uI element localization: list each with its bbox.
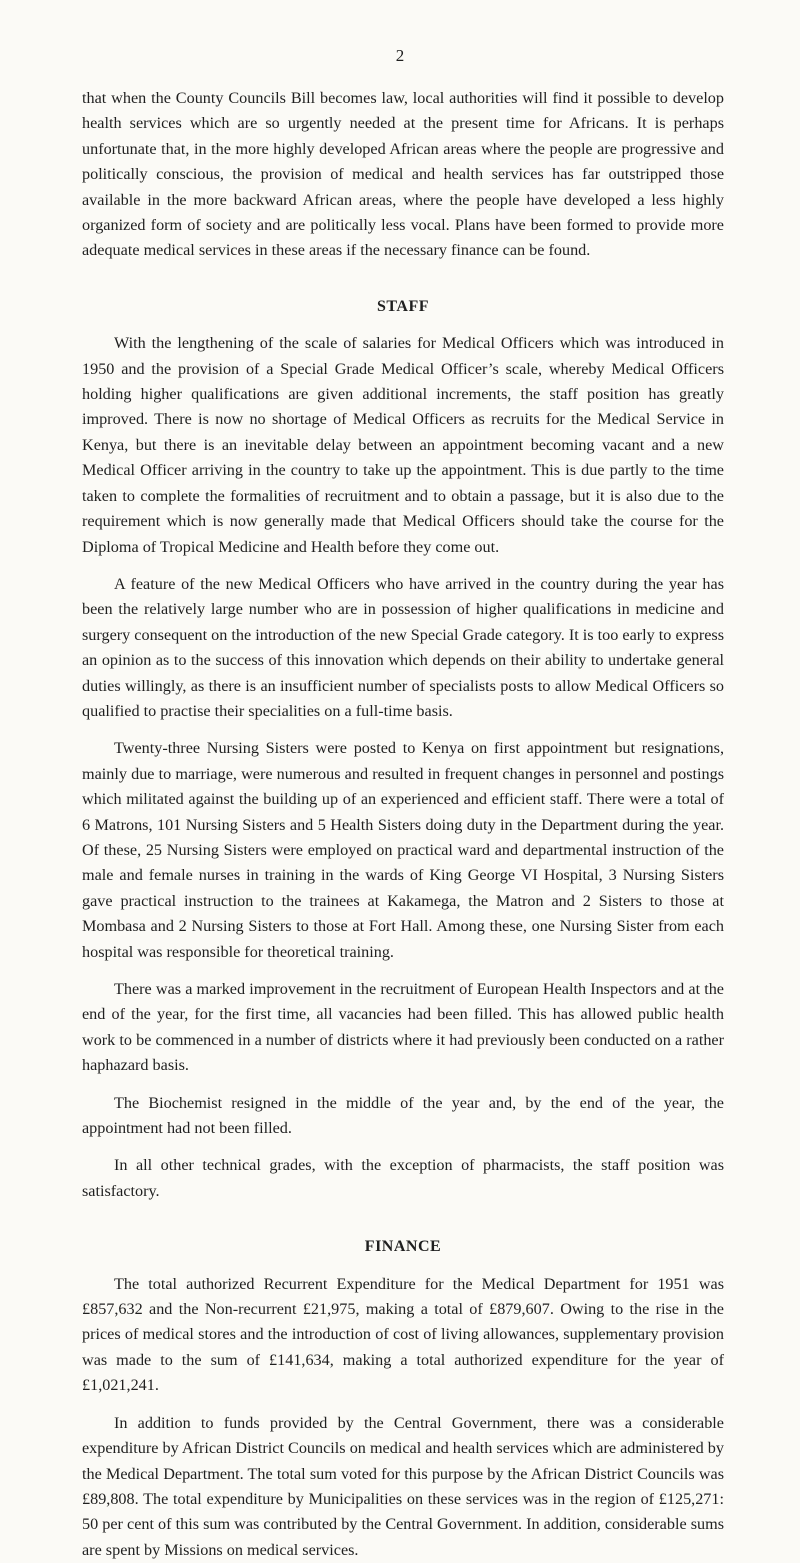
staff-paragraph: The Biochemist resigned in the middle of the year and, by the end of the year, the appointment had not been filled. (82, 1093, 724, 1138)
staff-paragraph: With the lengthening of the scale of salaries for Medical Officers which was introduced in 1950 and the provision of a Special Grade Medical Officer’s scale, whereby Medical Officers holding higher qualifications are given additional increments, the staff position has greatly improved. There is now no shortage of Medical Officers as recruits for the Medical Service in Kenya, but there is an inevitable delay between an appointment becoming vacant and a new Medical Officer arriving in the country to take up the appointment. This is due partly to the time taken to complete the formalities of recruitment and to obtain a passage, but it is also due to the requirement which is now generally made that Medical Officers should take the course for the Diploma of Tropical Medicine and Health before they come out. (82, 334, 724, 556)
staff-paragraph: A feature of the new Medical Officers who have arrived in the country during the year has been the relatively large number who are in possession of higher qualifications in medicine and surgery consequent on the introduction of the new Special Grade category. It is too early to express an opinion as to the success of this innovation which depends on their ability to undertake general duties willingly, as there is an insufficient number of specialists posts to allow Medical Officers so qualified to practise their specialities on a full-time basis. (82, 574, 724, 720)
finance-paragraph: The total authorized Recurrent Expenditure for the Medical Department for 1951 was £857,632 and the Non-recurrent £21,975, making a total of £879,607. Owing to the rise in the prices of medical stores and the introduction of cost of living allowances, supplementary provision was made to the sum of £141,634, making a total authorized expenditure for the year of £1,021,241. (82, 1274, 724, 1395)
staff-heading: STAFF (377, 297, 429, 315)
staff-paragraph: In all other technical grades, with the exception of pharmacists, the staff position was satisfactory. (82, 1156, 724, 1200)
intro-paragraph: that when the County Councils Bill becomes law, local authorities will find it possible to develop health services which are so urgently needed at the present time for Africans. It is perhaps unfortunate that, in the more highly developed African areas where the people are progressive and politically conscious, the provision of medical and health services has far outstripped those available in the more backward African areas, where the people have developed a less highly organized form of society and are politically less vocal. Plans have been formed to provide more adequate medical services in these areas if the necessary finance can be found. (82, 89, 724, 260)
finance-paragraph: In addition to funds provided by the Central Government, there was a considerable expenditure by African District Councils on medical and health services which are administered by the Medical Department. The total sum voted for this purpose by the African District Councils was £89,808. The total expenditure by Municipalities on these services was in the region of £125,271: 50 per cent of this sum was contributed by the Central Government. In addition, considerable sums are spent by Missions on medical services. (82, 1413, 724, 1559)
page-body (82, 86, 724, 1563)
finance-heading: FINANCE (364, 1238, 442, 1256)
page-number: 2 (395, 46, 405, 65)
staff-paragraph: There was a marked improvement in the recruitment of European Health Inspectors and at the end of the year, for the first time, all vacancies had been filled. This has allowed public health work to be commenced in a number of districts where it had previously been conducted on a rather haphazard basis. (82, 980, 724, 1075)
staff-paragraph: Twenty-three Nursing Sisters were posted to Kenya on first appointment but resignations, mainly due to marriage, were numerous and resulted in frequent changes in personnel and postings which militated against the building up of an experienced and efficient staff. There were a total of 6 Matrons, 101 Nursing Sisters and 5 Health Sisters doing duty in the Department during the year. Of these, 25 Nursing Sisters were employed on practical ward and departmental instruction of the male and female nurses in training in the wards of King George VI Hospital, 3 Nursing Sisters gave practical instruction to the trainees at Kakamega, the Matron and 2 Sisters to those at Mombasa and 2 Nursing Sisters to those at Fort Hall. Among these, one Nursing Sister from each hospital was responsible for theoretical training. (82, 739, 724, 961)
